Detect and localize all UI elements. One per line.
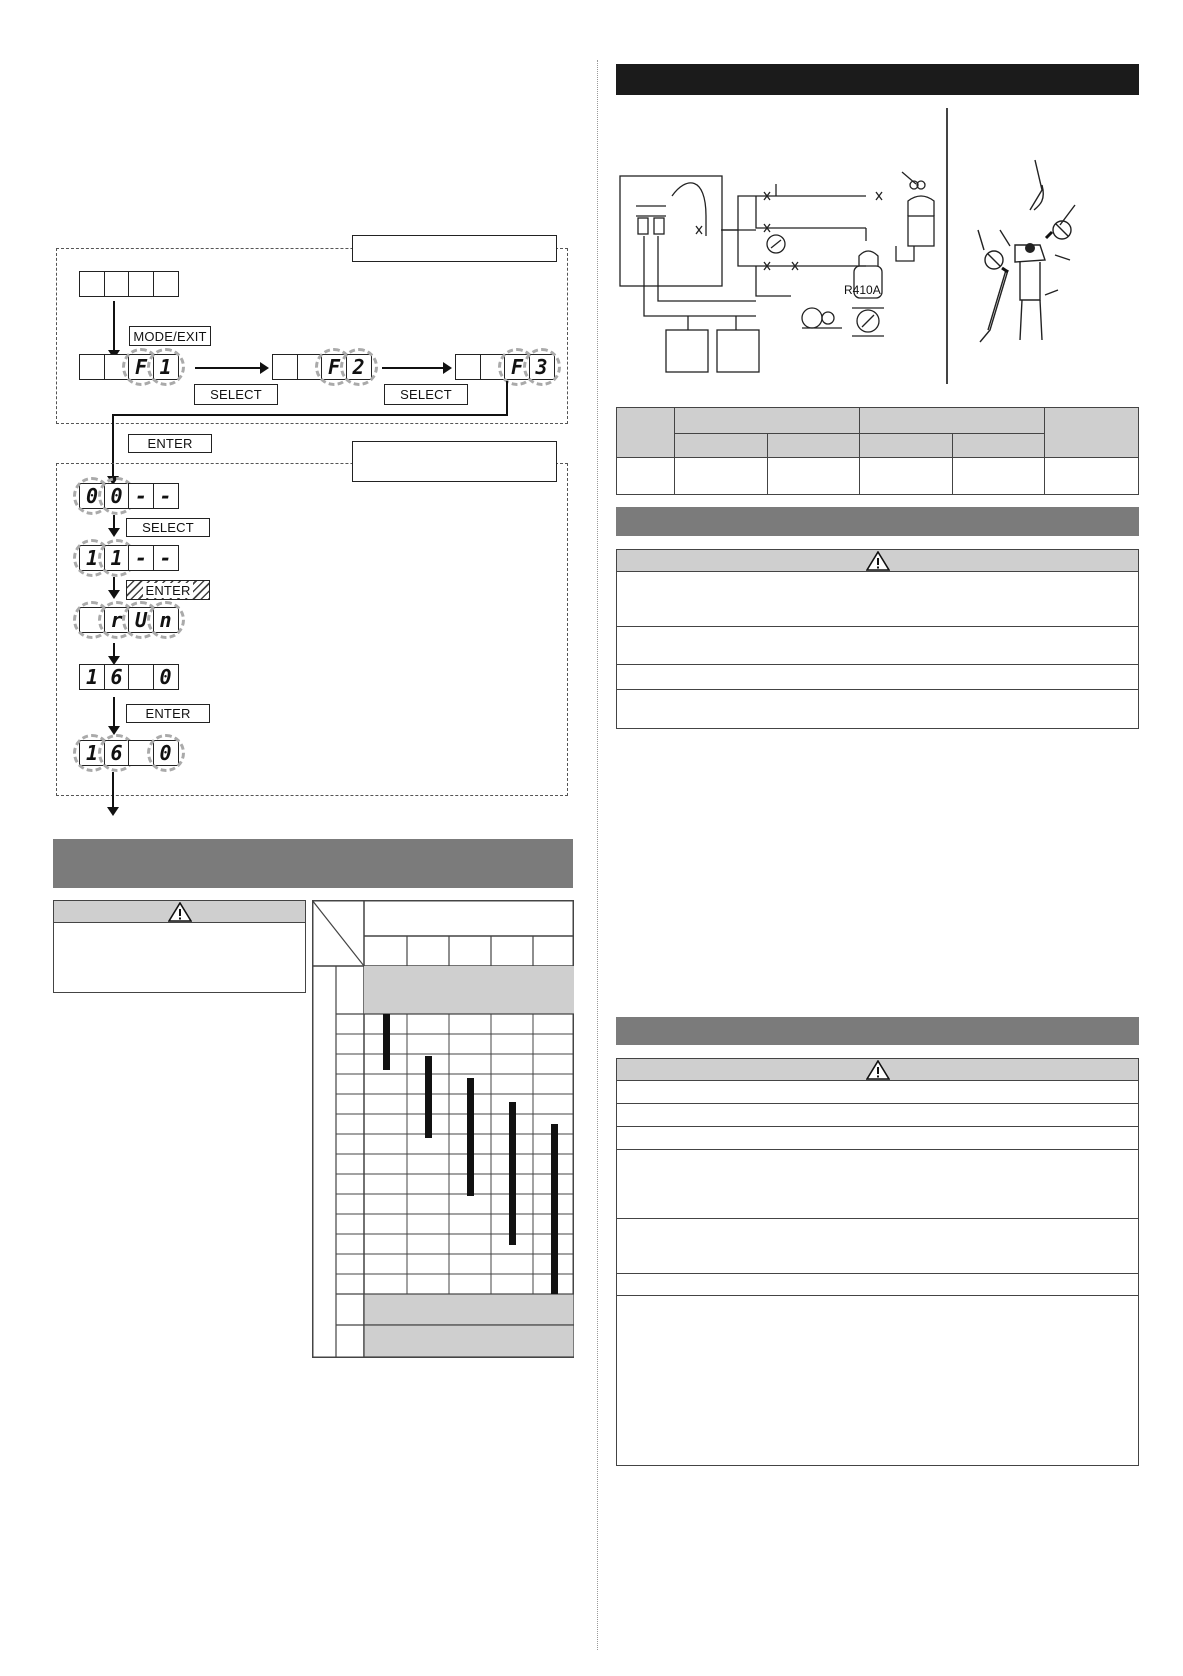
refrigerant-label: R410A bbox=[844, 283, 881, 297]
table-cell bbox=[1045, 458, 1139, 495]
column-divider bbox=[597, 60, 598, 1650]
table-subheader-cell bbox=[860, 434, 953, 458]
arrow-down bbox=[113, 515, 115, 529]
warning-box-header bbox=[616, 549, 1139, 572]
range-grid-svg bbox=[312, 900, 574, 1358]
warning-triangle-icon bbox=[866, 1060, 890, 1080]
range-grid bbox=[312, 900, 574, 1358]
table-cell bbox=[860, 458, 953, 495]
arrow-down bbox=[113, 577, 115, 591]
section-header-right bbox=[616, 64, 1139, 95]
mode-exit-button[interactable]: MODE/EXIT bbox=[129, 326, 211, 346]
table-header-cell bbox=[860, 408, 1045, 434]
warning-triangle-icon bbox=[168, 902, 192, 922]
table-header-cell bbox=[675, 408, 860, 434]
table-cell bbox=[617, 458, 675, 495]
display-160-blinking: 1 6 0 bbox=[79, 740, 179, 766]
valve-svg bbox=[960, 150, 1100, 350]
select-button[interactable]: SELECT bbox=[126, 518, 210, 537]
display-f3: F 3 bbox=[455, 354, 555, 380]
display-00: 0 0 - - bbox=[79, 483, 179, 509]
section-header-left bbox=[53, 839, 573, 888]
warning-box-header bbox=[616, 1058, 1139, 1081]
connector-line bbox=[506, 381, 508, 416]
enter-button[interactable]: ENTER bbox=[126, 704, 210, 723]
table-header-cell bbox=[617, 408, 675, 458]
enter-button[interactable]: ENTER bbox=[128, 434, 212, 453]
spec-table bbox=[616, 407, 1139, 495]
display-f2: F 2 bbox=[272, 354, 372, 380]
table-subheader-cell bbox=[952, 434, 1045, 458]
flow-caption-box-top bbox=[352, 235, 557, 262]
table-cell bbox=[675, 458, 768, 495]
flow-caption-box-bottom bbox=[352, 441, 557, 482]
arrow-right bbox=[195, 367, 261, 369]
diagram-divider bbox=[946, 108, 948, 384]
arrow-down bbox=[113, 301, 115, 351]
select-button[interactable]: SELECT bbox=[194, 384, 278, 405]
warning-box-body bbox=[616, 572, 1139, 729]
display-run: r U n bbox=[79, 607, 179, 633]
warning-box-header bbox=[53, 900, 306, 923]
table-header-cell bbox=[1045, 408, 1139, 458]
select-button[interactable]: SELECT bbox=[384, 384, 468, 405]
service-valve-diagram bbox=[960, 150, 1100, 350]
display-blank bbox=[79, 271, 179, 297]
section-header-right-3 bbox=[616, 1017, 1139, 1045]
warning-box-body bbox=[53, 923, 306, 993]
arrow-down bbox=[112, 772, 114, 808]
section-header-right-2 bbox=[616, 507, 1139, 536]
display-160: 1 6 0 bbox=[79, 664, 179, 690]
display-11: 1 1 - - bbox=[79, 545, 179, 571]
table-cell bbox=[952, 458, 1045, 495]
table-subheader-cell bbox=[675, 434, 768, 458]
warning-box-body bbox=[616, 1081, 1139, 1466]
table-cell bbox=[767, 458, 860, 495]
display-f1: F 1 bbox=[79, 354, 179, 380]
arrow-down bbox=[113, 643, 115, 657]
arrow-right bbox=[382, 367, 444, 369]
connector-line bbox=[112, 414, 508, 416]
enter-button-held[interactable]: ENTER bbox=[126, 580, 210, 600]
table-subheader-cell bbox=[767, 434, 860, 458]
warning-triangle-icon bbox=[866, 551, 890, 571]
circuit-svg bbox=[616, 106, 946, 376]
arrow-down bbox=[113, 697, 115, 727]
refrigerant-circuit-diagram bbox=[616, 106, 946, 376]
